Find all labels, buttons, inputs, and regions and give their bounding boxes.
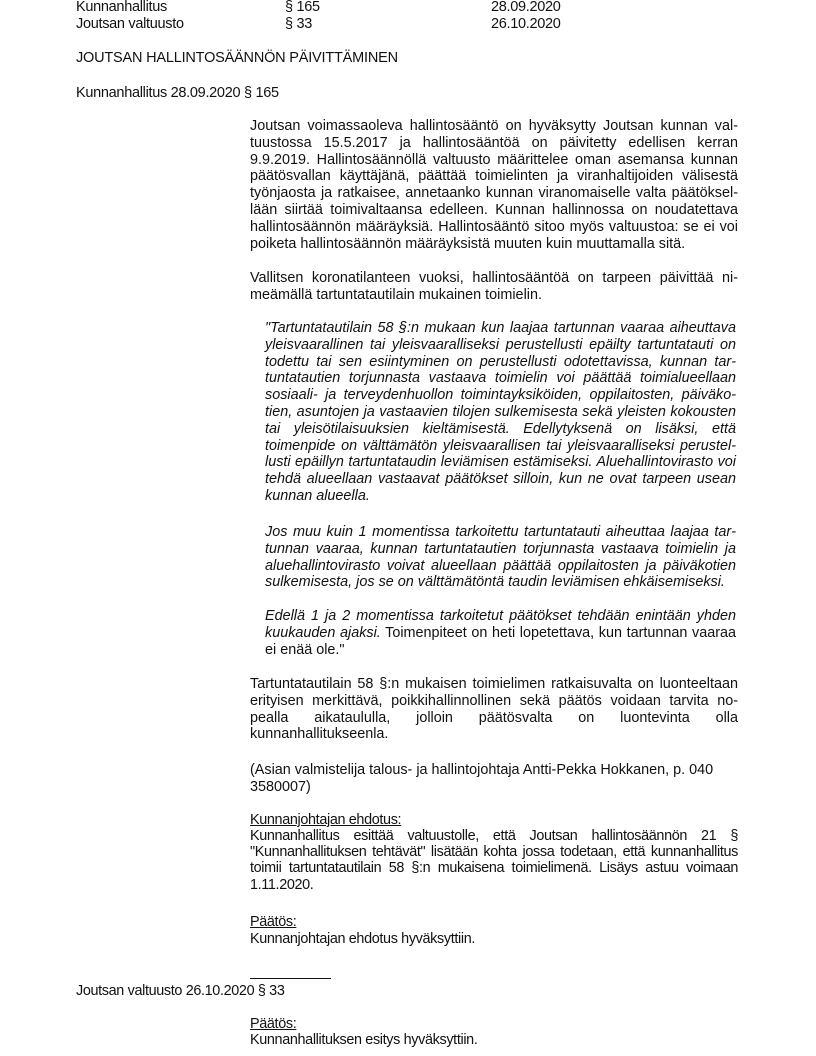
- decision-board-text: Kunnanjohtajan ehdotus hyväksyttiin.: [250, 931, 476, 947]
- preparer-note: (Asian valmistelija talous- ja hallintojohtaja Antti-Pekka Hokkanen, p. 040 3580007): [250, 762, 714, 795]
- section-divider: [250, 978, 331, 979]
- council-meeting-heading: Joutsan valtuusto 26.10.2020 § 33: [76, 983, 285, 999]
- decision-council-label: Päätös:: [250, 1016, 297, 1032]
- paragraph-reason: Vallitsen koronatilanteen vuoksi, hallintosääntöä on tarpeen päivittää nimeämällä tartuntatautilain mukainen toimielin.: [250, 270, 738, 303]
- quote-paragraph-3: [265, 608, 736, 658]
- quote-paragraph-2: Jos muu kuin 1 momentissa tarkoitettu tartuntatauti aiheuttaa laajaa tartunnan vaaraa, kunnan tartuntatautien torjunnasta vastaava toimielin ja aluehallintovirasto voivat alueellaan päättää oppilaitosten ja päiväkotien sulkemisesta, jos se on välttämätöntä taudin leviämisen ehkäisemiseksi.: [265, 524, 736, 591]
- header-date: 28.09.2020: [491, 0, 561, 15]
- paragraph-background: Joutsan voimassaoleva hallintosääntö on hyväksytty Joutsan kunnan valtuustossa 15.5.2017 ja hallintosääntöä on päivitetty edellisen kerran 9.9.2019. Hallintosäännöllä valtuusto määrittelee oman asemansa kunnan päätösvallan käyttäjänä, päättää toimielinten ja viranhaltijoiden välisestä työnjaosta ja ratkaisee, annetaanko kunnan viranomaiselle valta päätöksellään siirtää toimivaltaansa edelleen. Kunnan hallinnossa on noudatettava hallintosäännön määräyksiä. Hallintosääntö sitoo myös valtuustoa: se ei voi poiketa hallintosäännön määräyksistä muuten kuin muuttamalla sitä.: [250, 118, 738, 252]
- header-body: Kunnanhallitus: [76, 0, 167, 15]
- header-row: [76, 0, 776, 16]
- decision-council-text: Kunnanhallituksen esitys hyväksyttiin.: [250, 1032, 478, 1048]
- quote-paragraph-1: "Tartuntatautilain 58 §:n mukaan kun laajaa tartunnan vaaraa aiheuttava yleisvaarallinen tai yleisvaaralliseksi perustellusti epäilty tartuntatauti on todettu tai sen esiintyminen on perustellusti odotettavissa, kunnan tartuntatautien torjunnasta vastaava toimielin voi päättää toimialueellaan sosiaali- ja terveydenhuollon toimintayksiköiden, oppilaitosten, päiväkotien, asuntojen ja vastaavien tilojen sulkemisesta sekä yleisten kokousten tai yleisötilaisuuksien kieltämisestä. Edellytyksenä on lisäksi, että toimenpide on välttämätön yleisvaarallisen tai yleisvaaralliseksi perustellusti epäillyn tartuntataudin leviämisen estämiseksi. Aluehallintovirasto voi tehdä alueellaan vastaavat päätökset silloin, kun ne ovat tarpeen usean kunnan alueella.: [265, 320, 736, 504]
- header-row: [76, 16, 776, 33]
- header-section: § 165: [285, 0, 320, 15]
- proposal-text: Kunnanhallitus esittää valtuustolle, että Joutsan hallintosäännön 21 § "Kunnanhallituksen tehtävät" lisätään kohta jossa todetaan, että kunnanhallitus toimii tartuntatautilain 58 §:n mukaisena toimielimenä. Lisäys astuu voimaan 1.11.2020.: [250, 828, 738, 893]
- header-section: § 33: [285, 16, 313, 32]
- quote-paragraph-3-italic: Edellä 1 ja 2 momentissa tarkoitetut päätökset tehdään enintään yhden kuukauden ajaksi.: [265, 608, 736, 641]
- header-date: 26.10.2020: [491, 16, 561, 32]
- board-meeting-heading: Kunnanhallitus 28.09.2020 § 165: [76, 85, 279, 101]
- paragraph-justification: Tartuntatautilain 58 §:n mukaisen toimielimen ratkaisuvalta on luonteeltaan erityisen merkittävä, poikkihallinnollinen sekä päätös voidaan tarvita nopealla aikataululla, jolloin päätösvalta on luontevinta olla kunnanhallitukseenla.: [250, 676, 738, 743]
- decision-board-label: Päätös:: [250, 914, 297, 930]
- quote-paragraph-3-upright: Toimenpiteet on heti lopetettava, kun tartunnan vaaraa ei enää ole.": [265, 624, 736, 658]
- header-body: Joutsan valtuusto: [76, 16, 184, 32]
- proposal-label: Kunnanjohtajan ehdotus:: [250, 812, 402, 828]
- document-title: JOUTSAN HALLINTOSÄÄNNÖN PÄIVITTÄMINEN: [76, 50, 398, 66]
